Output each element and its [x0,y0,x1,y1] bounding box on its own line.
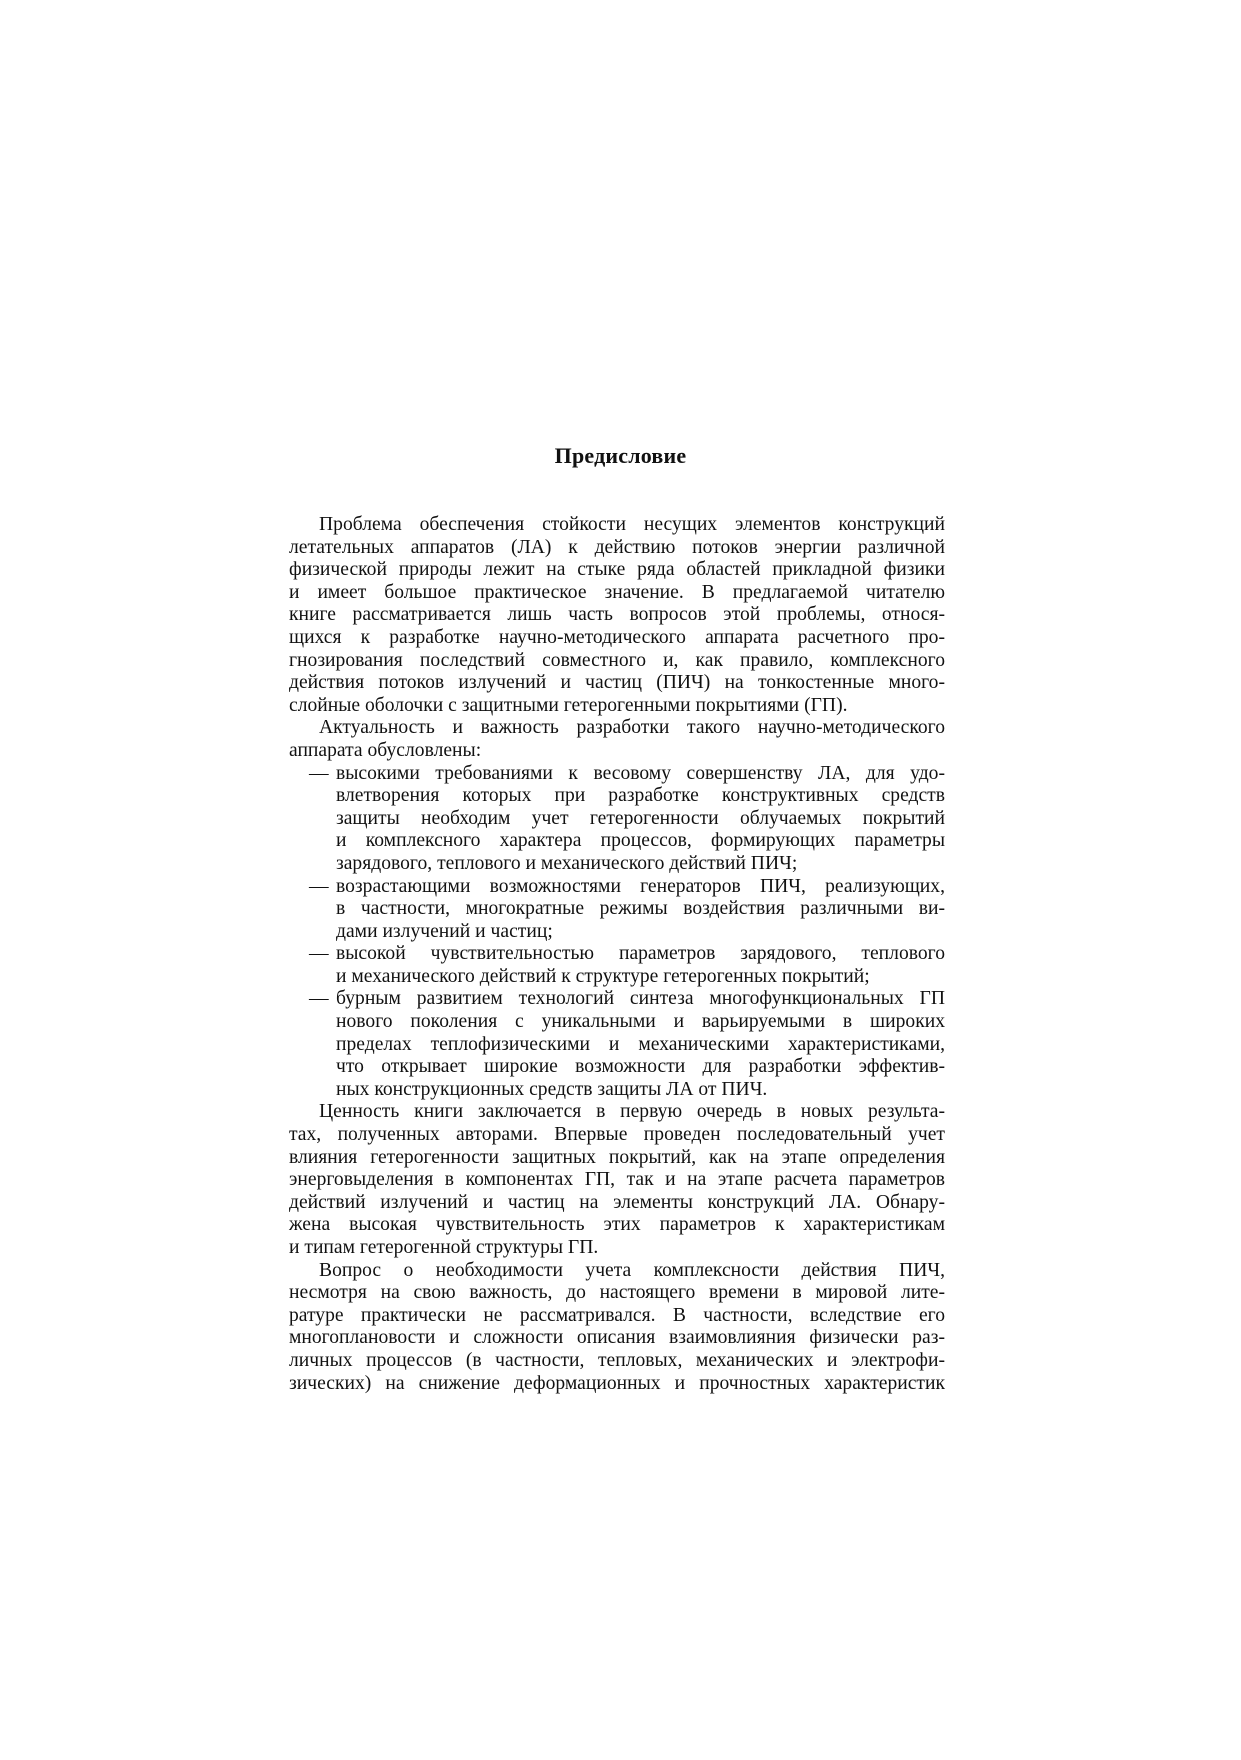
list-dash: — [309,988,329,1010]
text-line: зических) на снижение деформационных и прочностных характеристик [289,1372,945,1394]
list-item [309,988,945,1101]
text-line: гнозирования последствий совместного и, как правило, комплексного [289,649,945,671]
dash-list [309,762,945,1102]
text-line: физической природы лежит на стыке ряда областей прикладной физики [289,559,945,581]
list-dash: — [309,762,329,784]
paragraph-2 [289,717,945,762]
text-line: аппарата обусловлены: [289,739,482,761]
text-line: пределах теплофизическими и механическими характеристиками, [336,1033,945,1055]
text-line: бурным развитием технологий синтеза многофункциональных ГП [336,988,945,1010]
text-line: Ценность книги заключается в первую очередь в новых результа- [319,1101,945,1123]
text-line: ратуре практически не рассматривался. В частности, вследствие его [289,1304,945,1326]
list-item [309,875,945,944]
text-line: слойные оболочки с защитными гетерогенными покрытиями (ГП). [289,694,848,716]
text-line: ных конструкционных средств защиты ЛА от ПИЧ. [336,1078,768,1100]
text-line: жена высокая чувствительность этих параметров к характеристикам [289,1214,945,1236]
text-line: несмотря на свою важность, до настоящего времени в мировой лите- [289,1282,945,1304]
text-line: летательных аппаратов (ЛА) к действию потоков энергии различной [289,536,945,558]
text-line: дами излучений и частиц; [336,920,553,942]
paragraph-1 [289,514,945,717]
list-item [309,762,945,876]
text-line: книге рассматривается лишь часть вопросов этой проблемы, относя- [289,604,945,626]
page-title: Предисловие [554,443,687,468]
text-line: личных процессов (в частности, тепловых, механических и электрофи- [289,1349,945,1371]
text-line: влияния гетерогенности защитных покрытий, как на этапе определения [289,1146,945,1168]
text-line: энерговыделения в компонентах ГП, так и на этапе расчета параметров [289,1169,945,1191]
text-line: действия потоков излучений и частиц (ПИЧ) на тонкостенные много- [289,672,945,694]
list-dash: — [309,943,329,965]
text-line: зарядового, теплового и механического действий ПИЧ; [336,852,798,874]
list-dash: — [309,875,329,897]
text-line: Вопрос о необходимости учета комплексности действия ПИЧ, [319,1259,945,1281]
text-line: в частности, многократные режимы воздействия различными ви- [336,898,945,920]
text-line: защиты необходим учет гетерогенности облучаемых покрытий [336,807,945,829]
text-line: тах, полученных авторами. Впервые проведен последовательный учет [289,1124,945,1146]
text-line: влетворения которых при разработке конструктивных средств [336,785,945,807]
text-line: Актуальность и важность разработки такого научно-методического [319,717,945,739]
text-line: возрастающими возможностями генераторов ПИЧ, реализующих, [336,875,945,897]
text-line: щихся к разработке научно-методического аппарата расчетного про- [289,626,945,648]
text-line: многоплановости и сложности описания взаимовлияния физически раз- [289,1327,945,1349]
body-text [289,514,945,1395]
text-line: и механического действий к структуре гетерогенных покрытий; [336,965,870,987]
text-line: и типам гетерогенной структуры ГП. [289,1237,599,1258]
text-line: действий излучений и частиц на элементы конструкций ЛА. Обнару- [289,1191,945,1213]
list-item [309,943,945,988]
text-line: нового поколения с уникальными и варьируемыми в широких [336,1011,945,1033]
text-line: Проблема обеспечения стойкости несущих элементов конструкций [319,514,945,535]
paragraph-3 [289,1101,945,1259]
text-line: высокой чувствительностью параметров зарядового, теплового [336,943,945,965]
paragraph-4 [289,1260,945,1396]
text-line: высокими требованиями к весовому совершенству ЛА, для удо- [336,762,945,784]
text-line: что открывает широкие возможности для разработки эффектив- [336,1056,945,1078]
text-line: и комплексного характера процессов, формирующих параметры [336,830,945,852]
text-line: и имеет большое практическое значение. В предлагаемой читателю [289,581,945,603]
